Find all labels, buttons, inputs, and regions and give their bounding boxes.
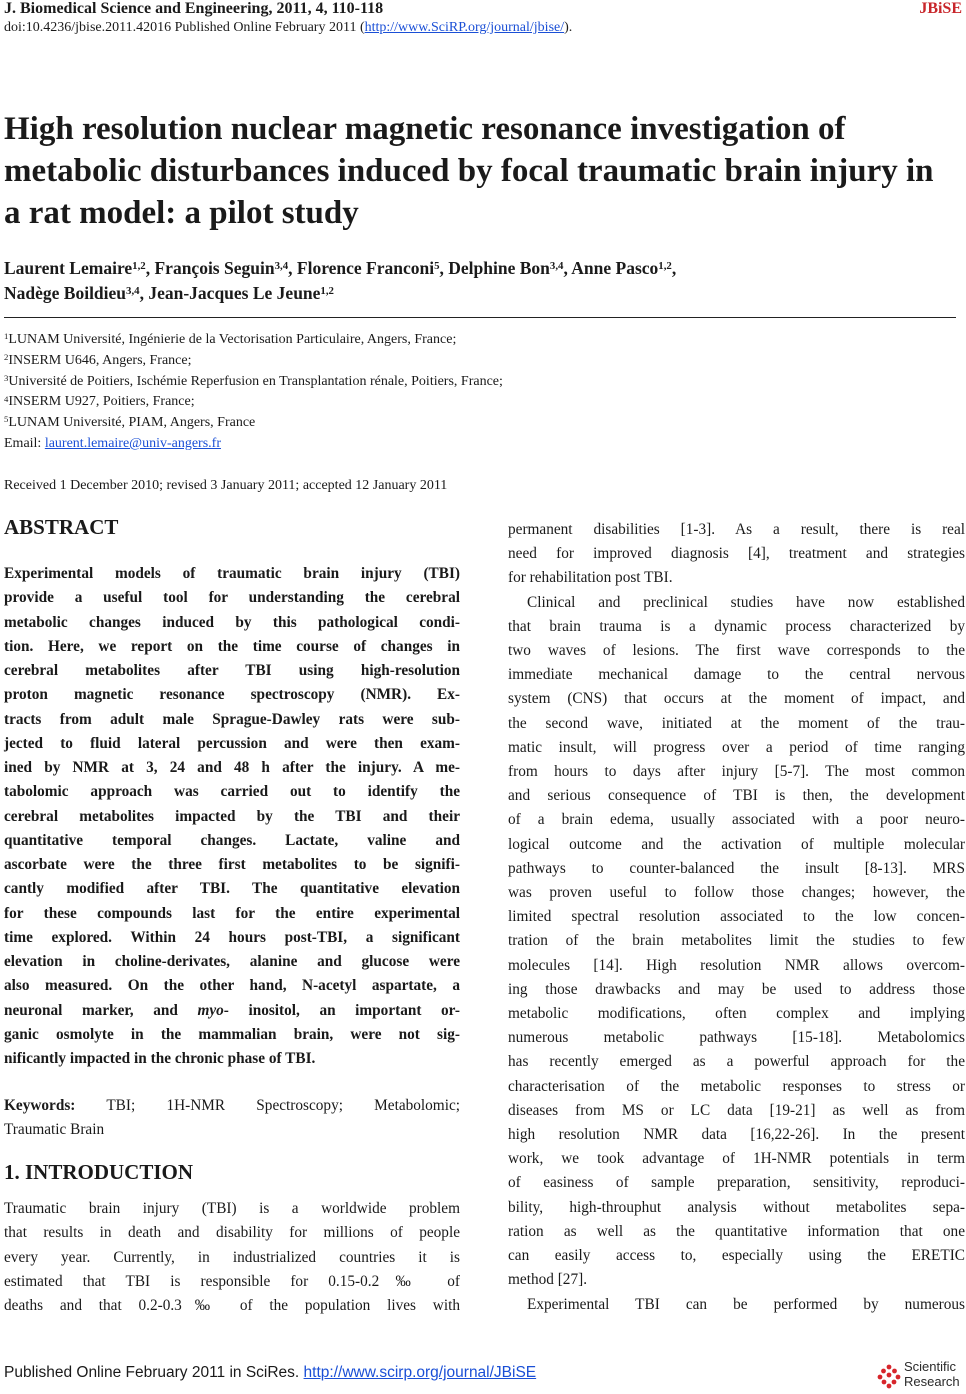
- paragraph: [508, 591, 965, 1293]
- author-affiliation-marker: 1,2: [320, 285, 334, 298]
- abstract-line: ined by NMR at 3, 24 and 48 h after the injury. A me-: [4, 759, 460, 776]
- affiliation-text: INSERM U927, Poitiers, France;: [8, 394, 195, 410]
- paragraph-line: bility, high-throuphut analysis without metabolites sepa-: [508, 1198, 965, 1216]
- abstract-heading: ABSTRACT: [4, 515, 119, 539]
- affiliation-line: [4, 351, 954, 372]
- paragraph-line: work, we took advantage of 1H-NMR potentials in term: [508, 1150, 965, 1168]
- affiliation-line: [4, 413, 954, 434]
- author-name: Jean-Jacques Le Jeune: [148, 283, 321, 303]
- author-separator: ,: [145, 258, 155, 278]
- abstract-line: provide a useful tool for understanding the cerebral: [4, 589, 460, 607]
- paragraph-line: and serious consequence of TBI is then, the development: [508, 787, 965, 805]
- abstract-line: tabolomic approach was carried out to identify the: [4, 783, 460, 801]
- paragraph-line: method [27].: [508, 1271, 588, 1289]
- introduction-line: every year. Currently, in industrialized countries it is: [4, 1248, 460, 1266]
- paragraph-line: matic insult, will progress over a period of time ranging: [508, 738, 965, 756]
- abstract-line: tracts from adult male Sprague-Dawley rats were sub-: [4, 710, 460, 728]
- paragraph-line: of easiness of sample preparation, sensitivity, reproduci-: [508, 1174, 965, 1192]
- affiliation-number: 5: [4, 414, 9, 425]
- abstract-line: Experimental models of traumatic brain injury (TBI): [4, 565, 460, 582]
- author-separator: ,: [563, 258, 572, 278]
- paragraph: [508, 518, 965, 591]
- paragraph-line: Clinical and preclinical studies have now established: [527, 593, 965, 611]
- paragraph-line: permanent disabilities [1-3]. As a result, there is real: [508, 521, 965, 538]
- abstract-line: for these compounds last for the entire experimental: [4, 904, 460, 922]
- email-label: Email:: [4, 435, 45, 451]
- affiliation-line: [4, 372, 954, 393]
- footer-publication-note: [4, 1364, 536, 1382]
- abstract-line: cerebral metabolites after TBI using high-resolution: [4, 662, 460, 679]
- author-name: Nadège Boildieu: [4, 283, 127, 303]
- doi-line: [4, 20, 572, 36]
- email-link[interactable]: laurent.lemaire@univ-angers.fr: [44, 435, 221, 451]
- keywords-text: TBI; 1H-NMR Spectroscopy; Metabolomic;: [75, 1097, 460, 1114]
- paragraph-line: limited spectral resolution associated to the low concen-: [508, 908, 965, 926]
- paragraph-line: for rehabilitation post TBI.: [508, 569, 673, 587]
- right-column-text: [508, 518, 965, 1317]
- journal-url-link[interactable]: http://www.SciRP.org/journal/jbise/: [364, 20, 565, 35]
- abstract-line: cerebral metabolites impacted by the TBI and their: [4, 807, 460, 825]
- author-list: [4, 256, 954, 306]
- paragraph-line: system (CNS) that occurs at the moment of impact, and: [508, 690, 965, 708]
- logo-line-1: Scientific: [904, 1359, 957, 1374]
- keywords-line: Traumatic Brain: [4, 1121, 105, 1139]
- introduction-line: that results in death and disability for millions of people: [4, 1224, 460, 1242]
- paragraph-line: two waves of lesions. The first wave corresponds to the: [508, 642, 965, 660]
- author-name: Delphine Bon: [448, 258, 550, 278]
- received-dates: Received 1 December 2010; revised 3 January 2011; accepted 12 January 2011: [4, 478, 448, 493]
- paragraph-line: metabolic modifications, often complex and implying: [508, 1005, 965, 1023]
- abstract-line: ascorbate were the three first metabolites to be signifi-: [4, 856, 460, 873]
- abstract-line: metabolic changes induced by this pathological condi-: [4, 613, 460, 631]
- paragraph-line: Experimental TBI can be performed by numerous: [527, 1295, 965, 1313]
- abstract-line: elevation in choline-derivates, alanine and glucose were: [4, 953, 460, 970]
- paragraph-line: immediate mechanical damage to the central nervous: [508, 666, 965, 684]
- journal-abbreviation: JBiSE: [919, 0, 962, 17]
- paragraph-line: numerous metabolic pathways [15-18]. Metabolomics: [508, 1029, 965, 1047]
- introduction-line: estimated that TBI is responsible for 0.15-0.2‰ of: [4, 1272, 460, 1290]
- introduction-line: Traumatic brain injury (TBI) is a worldwide problem: [4, 1200, 460, 1217]
- paragraph-line: of a brain edema, usually associated with a poor neuro-: [508, 811, 965, 829]
- introduction-heading: 1. INTRODUCTION: [4, 1160, 194, 1184]
- abstract-line: quantitative temporal changes. Lactate, valine and: [4, 831, 460, 849]
- paragraph-line: pathways to counter-balanced the insult [8-13]. MRS: [508, 859, 965, 877]
- footer-journal-link[interactable]: http://www.scirp.org/journal/JBiSE: [303, 1364, 537, 1381]
- paragraph-line: tration of the brain metabolites limit the studies to few: [508, 932, 965, 950]
- author-separator: ,: [439, 258, 449, 278]
- paragraph-line: ration as well as the quantitative information that one: [508, 1222, 965, 1240]
- paper-title: High resolution nuclear magnetic resonance investigation of metabolic disturbances induced by focal traumatic brain injury in a rat model: a pilot study: [4, 111, 934, 231]
- author-affiliation-marker: 1,2: [658, 260, 672, 273]
- paragraph-line: that brain trauma is a dynamic process characterized by: [508, 617, 965, 635]
- abstract-line: also measured. On the other hand, N-acetyl aspartate, a: [4, 977, 460, 995]
- doi-suffix: ).: [564, 20, 573, 35]
- abstract-line: ganic osmolyte in the mammalian brain, were not sig-: [4, 1025, 460, 1043]
- paragraph-line: was proven useful to follow those changes; however, the: [508, 884, 965, 902]
- paragraph-line: molecules [14]. High resolution NMR allows overcom-: [508, 956, 965, 974]
- affiliation-text: LUNAM Université, PIAM, Angers, France: [8, 415, 256, 431]
- paragraph-line: logical outcome and the activation of multiple molecular: [508, 835, 965, 853]
- logo-line-2: Research: [904, 1374, 960, 1389]
- abstract-body: [4, 562, 460, 1071]
- paragraph-line: from hours to days after injury [5-7]. The most common: [508, 763, 965, 781]
- abstract-line: nificantly impacted in the chronic phase of TBI.: [4, 1050, 316, 1067]
- paragraph-line: ing those drawbacks and may be used to address those: [508, 980, 965, 998]
- scientific-research-logo: [876, 1359, 964, 1393]
- abstract-line: jected to fluid lateral percussion and were then exam-: [4, 734, 460, 752]
- paragraph-line: high resolution NMR data [16,22-26]. In the present: [508, 1126, 965, 1144]
- logo-wordmark: [904, 1359, 960, 1389]
- footer-text: Published Online February 2011 in SciRes.: [4, 1364, 304, 1381]
- affiliation-number: 4: [4, 393, 9, 404]
- affiliation-text: LUNAM Université, Ingénierie de la Vectorisation Particulaire, Angers, France;: [8, 332, 457, 347]
- author-separator: ,: [671, 258, 677, 278]
- affiliation-number: 1: [4, 331, 9, 342]
- paragraph-line: need for improved diagnosis [4], treatment and strategies: [508, 545, 965, 563]
- affiliation-list: [4, 330, 954, 455]
- author-affiliation-marker: 5: [434, 260, 440, 273]
- paragraph-line: has recently emerged as a powerful approach for the: [508, 1053, 965, 1071]
- author-name: François Seguin: [154, 258, 275, 278]
- author-affiliation-marker: 1,2: [132, 260, 146, 273]
- abstract-line: tion. Here, we report on the time course of changes in: [4, 637, 460, 655]
- author-separator: ,: [288, 258, 297, 278]
- author-name: Laurent Lemaire: [4, 258, 133, 278]
- header-divider: [4, 317, 956, 318]
- affiliation-number: 2: [4, 351, 9, 362]
- author-name: Florence Franconi: [296, 258, 435, 278]
- scirp-logo-icon: [876, 1363, 902, 1389]
- journal-citation: J. Biomedical Science and Engineering, 2011, 4, 110-118: [4, 0, 384, 17]
- affiliation-line: [4, 330, 954, 351]
- author-affiliation-marker: 3,4: [126, 285, 140, 298]
- paragraph: [508, 1293, 965, 1317]
- paragraph-line: diseases from MS or LC data [19-21] as well as from: [508, 1101, 965, 1119]
- abstract-line: proton magnetic resonance spectroscopy (NMR). Ex-: [4, 686, 460, 704]
- introduction-body: [4, 1197, 460, 1318]
- affiliation-text: INSERM U646, Angers, France;: [8, 352, 192, 368]
- author-affiliation-marker: 3,4: [549, 260, 564, 273]
- abstract-line: cantly modified after TBI. The quantitative elevation: [4, 880, 460, 898]
- affiliation-text: Université de Poitiers, Ischémie Reperfusion en Transplantation rénale, Poitiers, France;: [8, 373, 503, 389]
- keywords-label: Keywords:: [4, 1097, 76, 1114]
- author-name: Anne Pasco: [571, 258, 659, 278]
- affiliation-line: [4, 392, 954, 413]
- keywords-line: [4, 1094, 460, 1118]
- introduction-line: deaths and that 0.2-0.3‰ of the population lives with: [4, 1297, 460, 1314]
- paragraph-line: can easily access to, especially using the ERETIC: [508, 1247, 965, 1265]
- abstract-line: time explored. Within 24 hours post-TBI, a significant: [4, 928, 460, 946]
- keywords: [4, 1094, 460, 1143]
- doi-text: doi:10.4236/jbise.2011.42016 Published Online February 2011 (: [4, 20, 365, 35]
- author-affiliation-marker: 3,4: [274, 260, 289, 273]
- author-separator: ,: [139, 283, 149, 303]
- affiliation-number: 3: [4, 372, 9, 383]
- email-line: [4, 434, 954, 455]
- paragraph-line: characterisation of the metabolic responses to stress or: [508, 1077, 965, 1095]
- paragraph-line: the second wave, initiated at the moment of the trau-: [508, 714, 965, 732]
- abstract-italic-term: myo: [197, 1001, 224, 1019]
- abstract-line: neuronal marker, and myo- inositol, an important or-: [4, 1001, 460, 1019]
